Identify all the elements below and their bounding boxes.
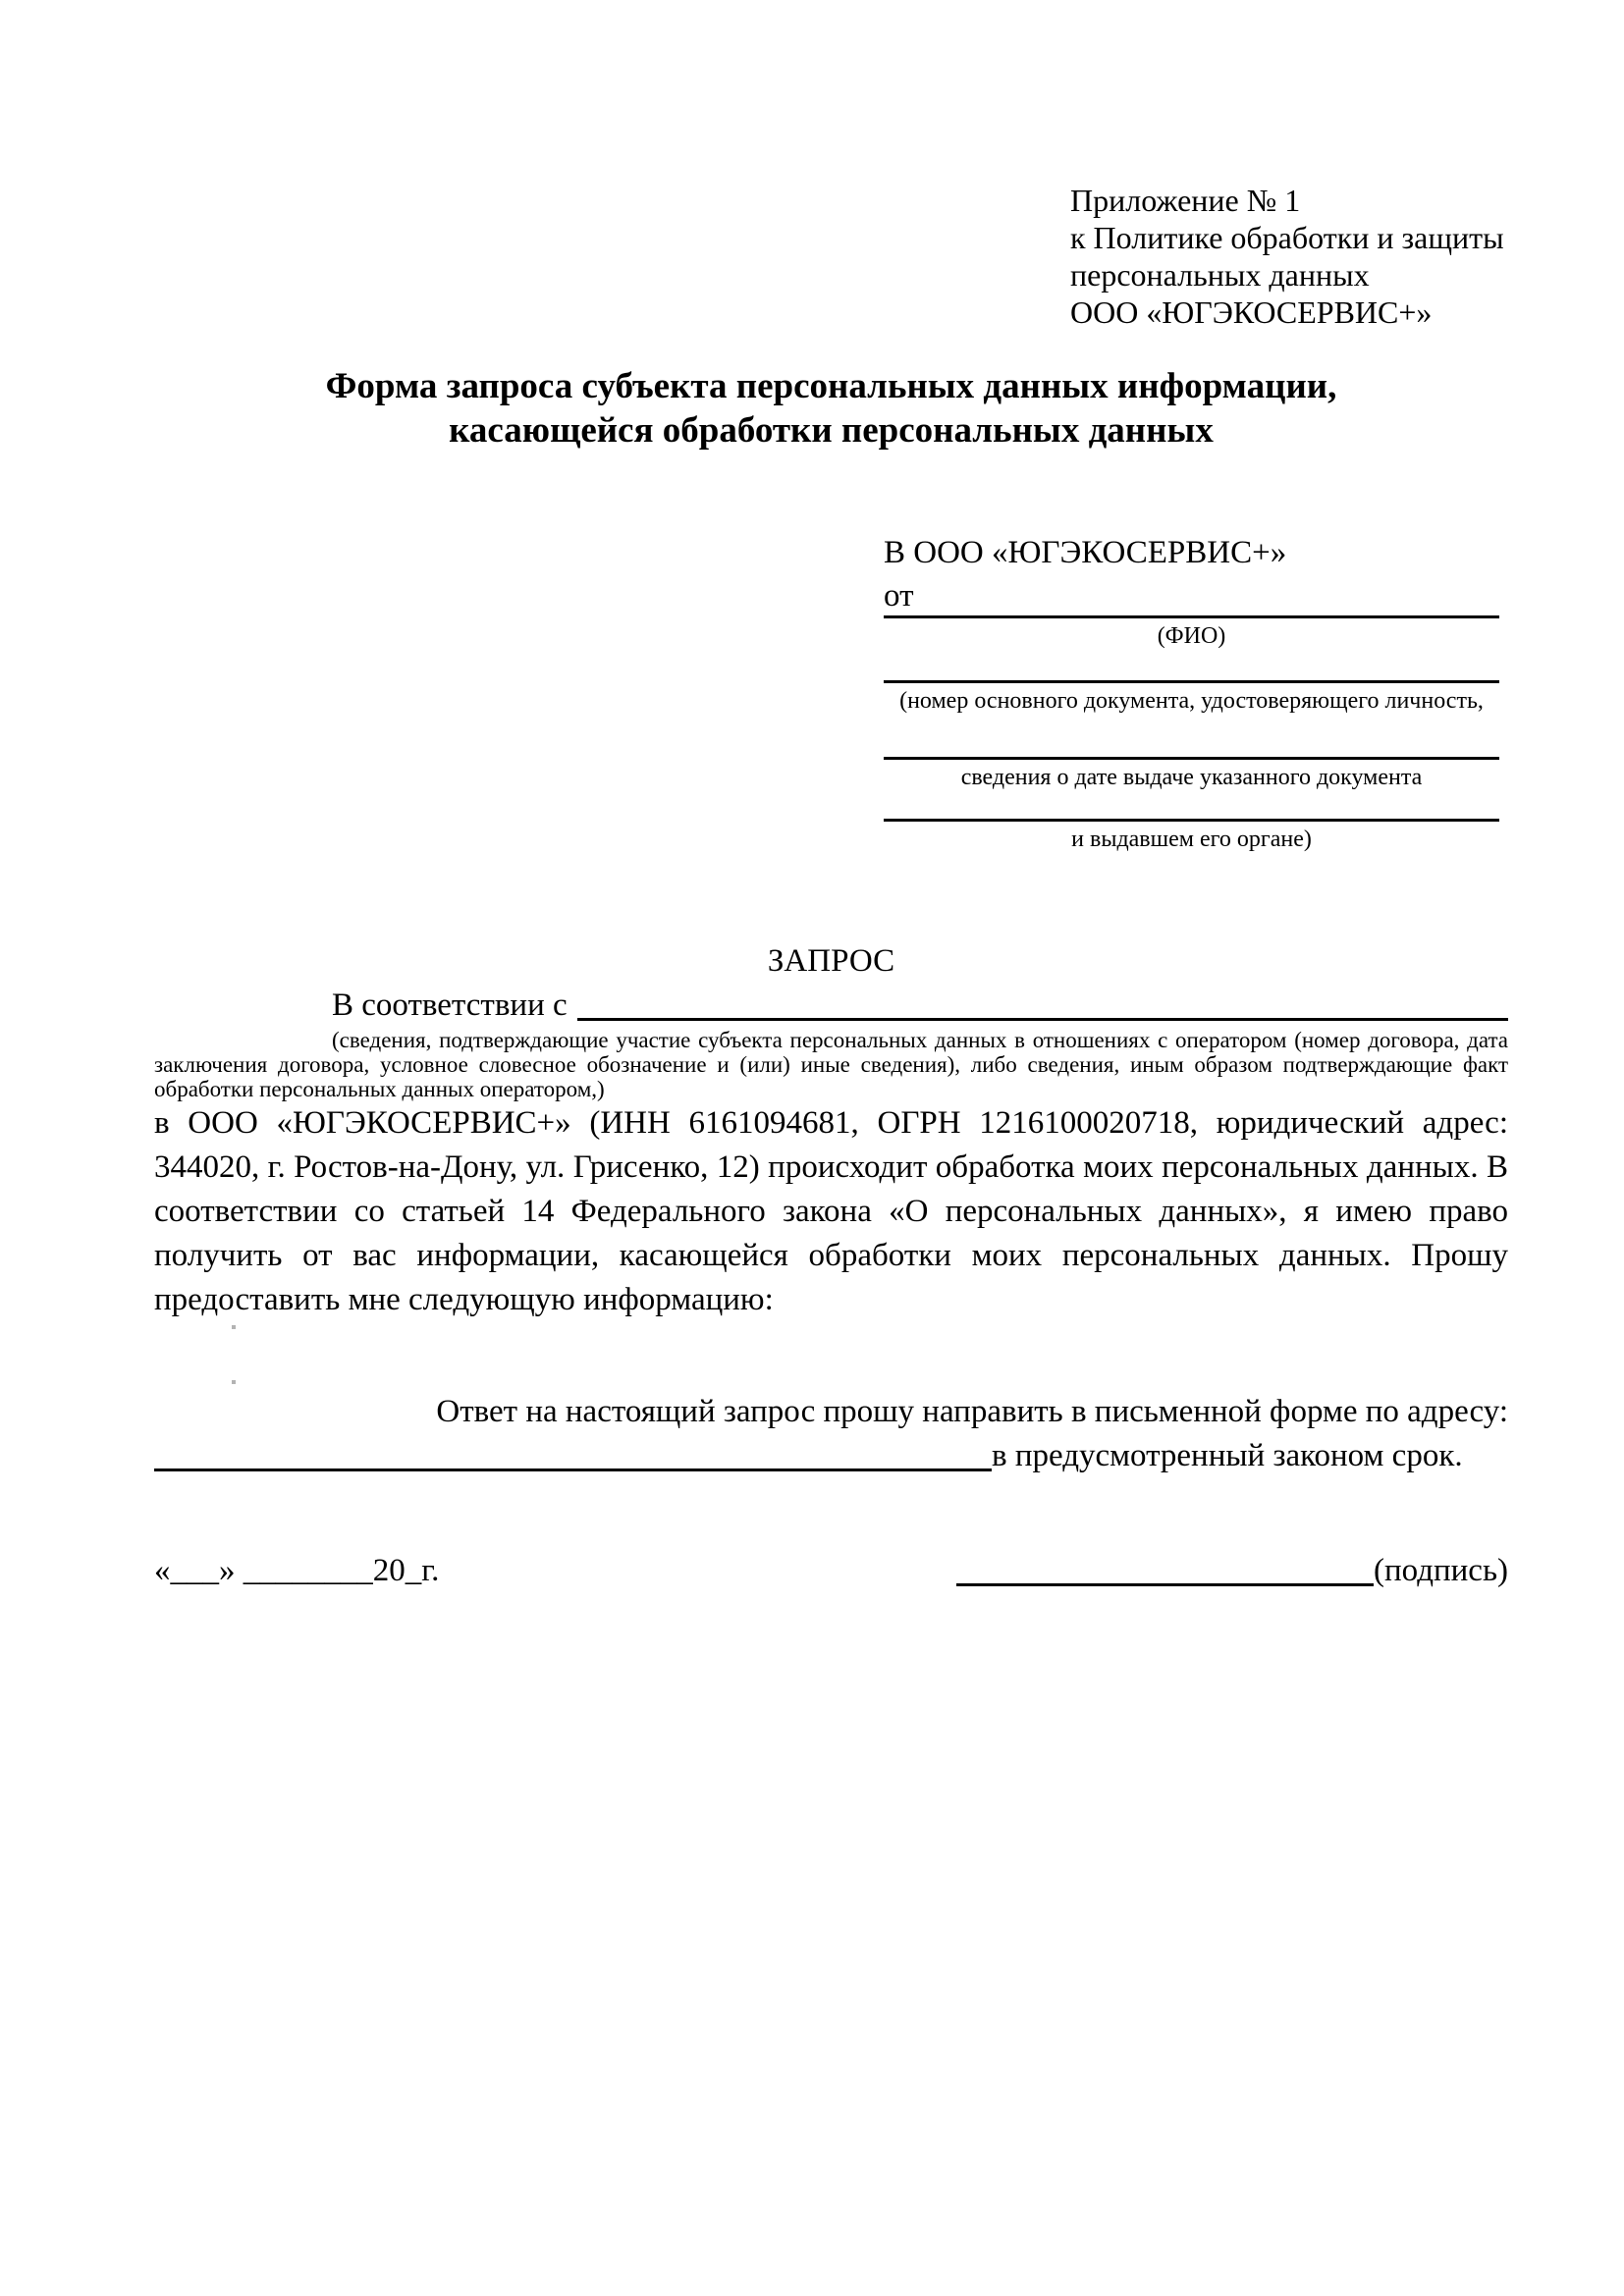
signature-caption: (подпись) xyxy=(1374,1553,1508,1588)
page-title-line-2: касающейся обработки персональных данных xyxy=(449,410,1214,451)
response-address-line xyxy=(154,1434,1508,1478)
appendix-line: к Политике обработки и защиты xyxy=(1070,220,1504,255)
issue-date-caption: сведения о дате выдаче указанного документа xyxy=(960,765,1423,790)
issuing-authority-field xyxy=(884,819,1499,852)
signature-row xyxy=(154,1549,1508,1593)
appendix-line: персональных данных xyxy=(1070,257,1370,293)
page-title-line-1: Форма запроса субъекта персональных данных информации, xyxy=(325,366,1337,406)
address-blank-line xyxy=(154,1468,992,1471)
request-intro-line xyxy=(154,984,1508,1028)
issue-date-field xyxy=(884,757,1499,790)
document-number-caption: (номер основного документа, удостоверяющего личность, xyxy=(899,688,1484,714)
appendix-line: ООО «ЮГЭКОСЕРВИС+» xyxy=(1070,294,1433,330)
response-address-block xyxy=(154,1390,1508,1478)
empty-list-bullet xyxy=(232,1380,236,1384)
request-body-paragraph: в ООО «ЮГЭКОСЕРВИС+» (ИНН 6161094681, ОГРН 1216100020718, юридический адрес: 344020, г. Ростов-на-Дону, ул. Грисенко, 12) происходит обработка моих персональных данных. В соответствии со статьей 14 Федерального закона «О персональных данных», я имею право получить от вас информации, касающейся обработки моих персональных данных. Прошу предоставить мне следующую информацию: xyxy=(154,1105,1508,1317)
request-intro-prefix: В соответствии с xyxy=(332,988,568,1023)
document-number-field xyxy=(884,680,1499,714)
fio-field xyxy=(884,615,1499,649)
addressee-to-line: В ООО «ЮГЭКОСЕРВИС+» xyxy=(884,535,1287,570)
addressee-block xyxy=(884,533,1499,852)
response-term-text: в предусмотренный законом срок. xyxy=(992,1438,1463,1473)
addressee-from-label: от xyxy=(884,578,914,614)
signature-area xyxy=(956,1549,1508,1593)
signature-blank-line xyxy=(956,1583,1374,1586)
request-heading: ЗАПРОС xyxy=(767,943,895,979)
appendix-block xyxy=(1070,182,1508,331)
appendix-line: Приложение № 1 xyxy=(1070,183,1301,218)
date-blank: «___» ________20_г. xyxy=(154,1553,440,1588)
request-intro-blank-line xyxy=(577,1018,1508,1021)
page-title xyxy=(154,364,1508,453)
empty-list-bullet xyxy=(232,1325,236,1329)
fine-print-caption: (сведения, подтверждающие участие субъекта персональных данных в отношениях с оператором (номер договора, дата заключения договора, условное словесное обозначение и (или) иные сведения), либо сведения, иным образом подтверждающие факт обработки персональных данных оператором,) xyxy=(154,1028,1508,1101)
fio-field-caption: (ФИО) xyxy=(1157,623,1226,649)
issuing-authority-caption: и выдавшем его органе) xyxy=(1071,827,1312,852)
response-request-line: Ответ на настоящий запрос прошу направить в письменной форме по адресу: xyxy=(436,1394,1508,1429)
